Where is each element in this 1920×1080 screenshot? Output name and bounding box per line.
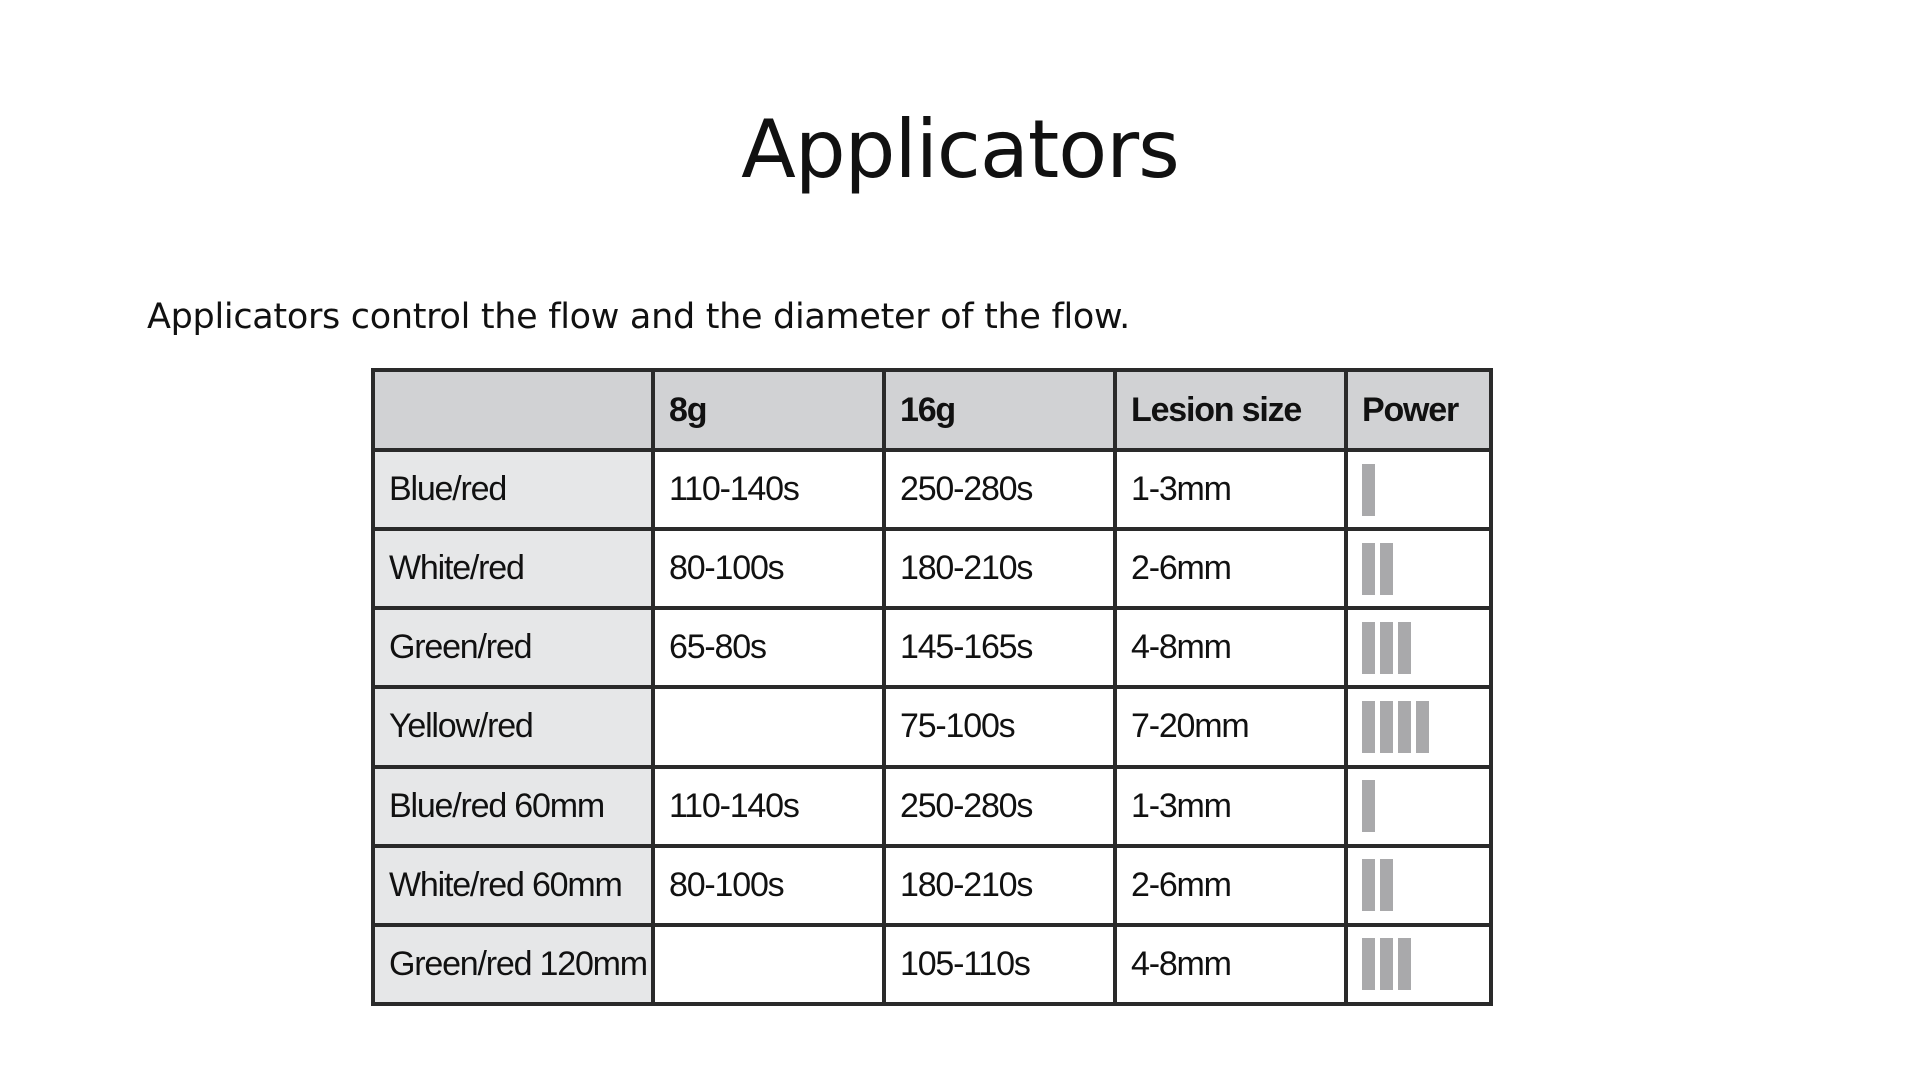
cell-applicator: Yellow/red — [373, 687, 653, 766]
power-level-indicator — [1362, 780, 1489, 832]
table-body — [373, 450, 1491, 1004]
cell-8g: 80-100s — [653, 529, 884, 608]
header-power: Power — [1346, 370, 1491, 450]
power-bar — [1362, 780, 1375, 832]
power-level-indicator — [1362, 859, 1489, 911]
cell-lesion-size: 1-3mm — [1115, 450, 1346, 529]
cell-8g — [653, 687, 884, 766]
cell-lesion-size: 2-6mm — [1115, 529, 1346, 608]
power-bar — [1362, 464, 1375, 516]
cell-power — [1346, 608, 1491, 687]
cell-8g — [653, 925, 884, 1004]
cell-power — [1346, 846, 1491, 925]
cell-16g: 250-280s — [884, 450, 1115, 529]
power-bar — [1362, 622, 1375, 674]
power-bar — [1362, 543, 1375, 595]
cell-power — [1346, 529, 1491, 608]
cell-16g: 145-165s — [884, 608, 1115, 687]
power-level-indicator — [1362, 701, 1489, 753]
cell-16g: 75-100s — [884, 687, 1115, 766]
table-header-row — [373, 370, 1491, 450]
cell-16g: 105-110s — [884, 925, 1115, 1004]
cell-applicator: White/red 60mm — [373, 846, 653, 925]
power-bar — [1380, 859, 1393, 911]
cell-applicator: Green/red 120mm — [373, 925, 653, 1004]
cell-lesion-size: 7-20mm — [1115, 687, 1346, 766]
power-bar — [1362, 938, 1375, 990]
header-16g: 16g — [884, 370, 1115, 450]
power-bar — [1416, 701, 1429, 753]
cell-16g: 250-280s — [884, 767, 1115, 846]
cell-16g: 180-210s — [884, 846, 1115, 925]
power-level-indicator — [1362, 622, 1489, 674]
power-bar — [1380, 622, 1393, 674]
cell-lesion-size: 4-8mm — [1115, 608, 1346, 687]
power-bar — [1398, 938, 1411, 990]
header-8g: 8g — [653, 370, 884, 450]
applicator-table — [371, 368, 1493, 1006]
cell-8g: 110-140s — [653, 767, 884, 846]
cell-lesion-size: 4-8mm — [1115, 925, 1346, 1004]
power-level-indicator — [1362, 464, 1489, 516]
cell-power — [1346, 767, 1491, 846]
table-row — [373, 925, 1491, 1004]
table-row — [373, 529, 1491, 608]
cell-8g: 80-100s — [653, 846, 884, 925]
power-level-indicator — [1362, 543, 1489, 595]
cell-16g: 180-210s — [884, 529, 1115, 608]
cell-lesion-size: 1-3mm — [1115, 767, 1346, 846]
cell-applicator: Green/red — [373, 608, 653, 687]
cell-power — [1346, 925, 1491, 1004]
cell-8g: 65-80s — [653, 608, 884, 687]
cell-power — [1346, 687, 1491, 766]
power-bar — [1362, 859, 1375, 911]
table-row — [373, 450, 1491, 529]
power-bar — [1380, 543, 1393, 595]
power-bar — [1398, 701, 1411, 753]
cell-lesion-size: 2-6mm — [1115, 846, 1346, 925]
table-row — [373, 846, 1491, 925]
power-level-indicator — [1362, 938, 1489, 990]
power-bar — [1380, 938, 1393, 990]
cell-8g: 110-140s — [653, 450, 884, 529]
cell-applicator: White/red — [373, 529, 653, 608]
slide-title: Applicators — [741, 103, 1179, 196]
cell-power — [1346, 450, 1491, 529]
table-row — [373, 687, 1491, 766]
power-bar — [1362, 701, 1375, 753]
cell-applicator: Blue/red — [373, 450, 653, 529]
slide-subtitle: Applicators control the flow and the diameter of the flow. — [147, 297, 1130, 337]
table-row — [373, 767, 1491, 846]
power-bar — [1398, 622, 1411, 674]
table-row — [373, 608, 1491, 687]
header-applicator — [373, 370, 653, 450]
header-lesion-size: Lesion size — [1115, 370, 1346, 450]
power-bar — [1380, 701, 1393, 753]
cell-applicator: Blue/red 60mm — [373, 767, 653, 846]
